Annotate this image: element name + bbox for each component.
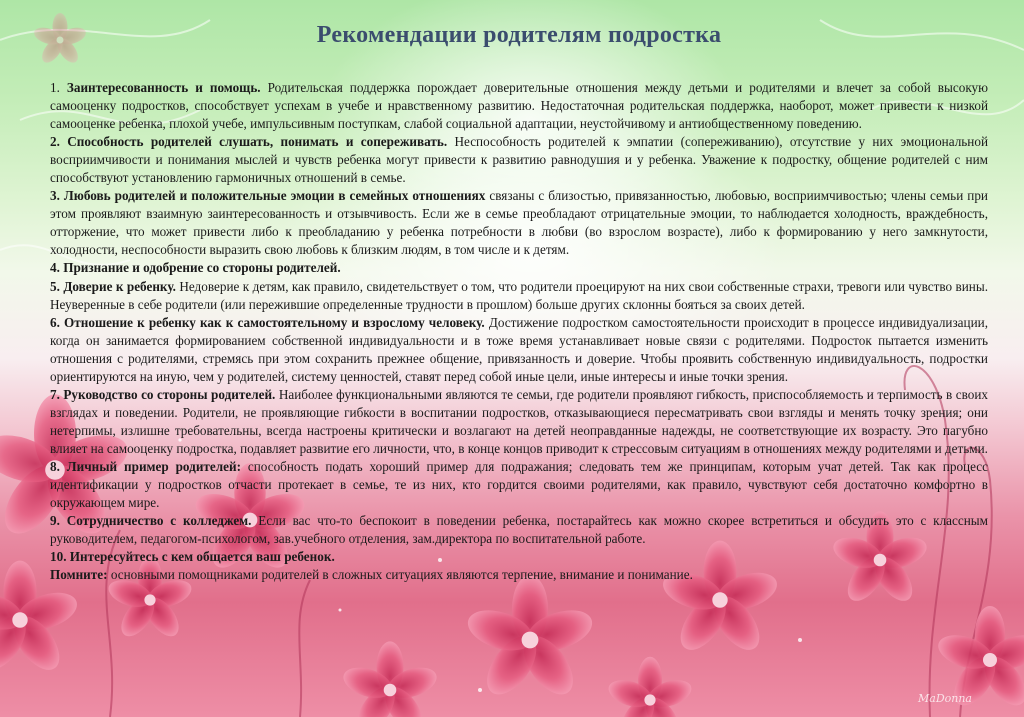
recommendation-text: Родительская поддержка порождает доверительные отношения между детьми и родителями и влечет за собой высокую самооценку подростков, способствует успехам в учебе и нравственному развитию. Недостаточная родительская поддержка, наоборот, может привести к низкой самооценке ребенка, плохой учебе, импульсивным поступкам, слабой социальной адаптации, неустойчивому и антиобщественному поведению. [50, 80, 988, 132]
recommendation-heading: 9. Сотрудничество с колледжем. [50, 513, 252, 529]
recommendation-item [50, 133, 988, 187]
recommendation-item [50, 386, 988, 458]
recommendation-item [50, 314, 988, 386]
signature: MaDonna [918, 692, 972, 705]
document-content [50, 22, 988, 584]
recommendation-heading: Помните: [50, 567, 108, 583]
recommendation-item [50, 548, 988, 566]
recommendation-text: Неспособность родителей к эмпатии (сопереживанию), отсутствие у них эмоциональной восприимчивости и понимания мыслей и чувств ребенка могут привести к развитию равнодушия и у ребенка. Уважение к подростку, общение родителей с ним способствуют установлению гармоничных отношений в семье. [50, 134, 989, 186]
recommendation-text: способность подать хороший пример для подражания; следовать тем же принципам, которым учат детей. Так как процесс идентификации у подростков отчасти протекает в семье, те из них, кто гордится своими родителями, как правило, чувствуют себя достаточно комфортно в окружающем мире. [50, 458, 988, 511]
recommendations-list [50, 79, 988, 584]
recommendation-item [50, 187, 988, 259]
recommendation-item [50, 278, 988, 314]
recommendation-text: основными помощниками родителей в сложных ситуациях являются терпение, внимание и понимание. [107, 567, 693, 583]
recommendation-text: Недоверие к детям, как правило, свидетельствует о том, что родители проецируют на них свои собственные страхи, тревоги или чувство вины. Неуверенные в себе родители (или пережившие определенные трудности в прошлом) больше других склонны бояться за своих детей. [50, 278, 988, 312]
recommendation-heading: Заинтересованность и помощь. [66, 80, 261, 95]
recommendation-heading: 5. Доверие к ребенку. [50, 278, 176, 294]
recommendation-heading: 7. Руководство со стороны родителей. [50, 386, 276, 402]
recommendation-text: Если вас что-то беспокоит в поведении ребенка, постарайтесь как можно скорее встретиться и обсудить это с классным руководителем, педагогом-психологом, зав.учебного отделения, зам.директора по воспитательной работе. [50, 513, 988, 547]
recommendation-heading: 3. Любовь родителей и положительные эмоции в семейных отношениях [50, 188, 486, 204]
recommendation-text: Наиболее функциональными являются те семьи, где родители проявляют гибкость, приспособляемость и терпимость в своих взглядах и поведении. Родители, не проявляющие гибкости в воспитании подростков, отказывающиеся пересматривать свои взгляды и менять точку зрения; они нетерпимы, излишне требовательны, всегда настроены критически и возлагают на детей неоправданные надежды, не соответствующие их возрасту. Это пагубно влияет на самооценку подростка, подавляет развитие его личности, что, в конце концов приводит к стрессовым ситуациям в отношениях между родителями и детьми. [50, 386, 989, 456]
recommendation-item [50, 458, 988, 512]
recommendation-item [50, 259, 988, 277]
recommendation-heading: 4. Признание и одобрение со стороны родителей. [50, 260, 341, 276]
recommendation-heading: 8. Личный пример родителей: [50, 458, 241, 474]
recommendation-heading: 6. Отношение к ребенку как к самостоятельному и взрослому человеку. [50, 314, 485, 330]
recommendation-number: 1. [50, 80, 67, 95]
recommendation-item [50, 566, 988, 584]
recommendation-text: Достижение подростком самостоятельности происходит в процессе индивидуализации, когда он занимается формированием собственной индивидуальности и в тоже время устанавливает новые связи с родителями. Подросток пытается изменить отношения с родителями, стремясь при этом сохранить прежнее общение, привязанность и доверие. Чтобы проявить собственную индивидуальность, подростки ориентируются на иную, чем у родителей, систему ценностей, ставят перед собой иные цели, иные интересы и иные точки зрения. [50, 314, 989, 384]
page-title: Рекомендации родителям подростка [316, 22, 722, 48]
recommendation-heading: 2. Способность родителей слушать, понимать и сопереживать. [50, 134, 448, 150]
recommendation-heading: 10. Интересуйтесь с кем общается ваш ребенок. [50, 549, 335, 565]
recommendation-item [50, 79, 988, 133]
recommendation-item [50, 512, 988, 548]
recommendation-text: связаны с близостью, привязанностью, любовью, восприимчивостью; члены семьи при этом проявляют взаимную заинтересованность и отзывчивость. Если же в семье преобладают отрицательные эмоции, то наблюдается холодность, враждебность, отторжение, что может привести либо к преобладанию у ребенка потребности в любви (во взрослом возрасте), либо к формированию у него замкнутости, холодности, неспособности выразить свою любовь к близким людям, в том числе и к детям. [50, 188, 988, 258]
